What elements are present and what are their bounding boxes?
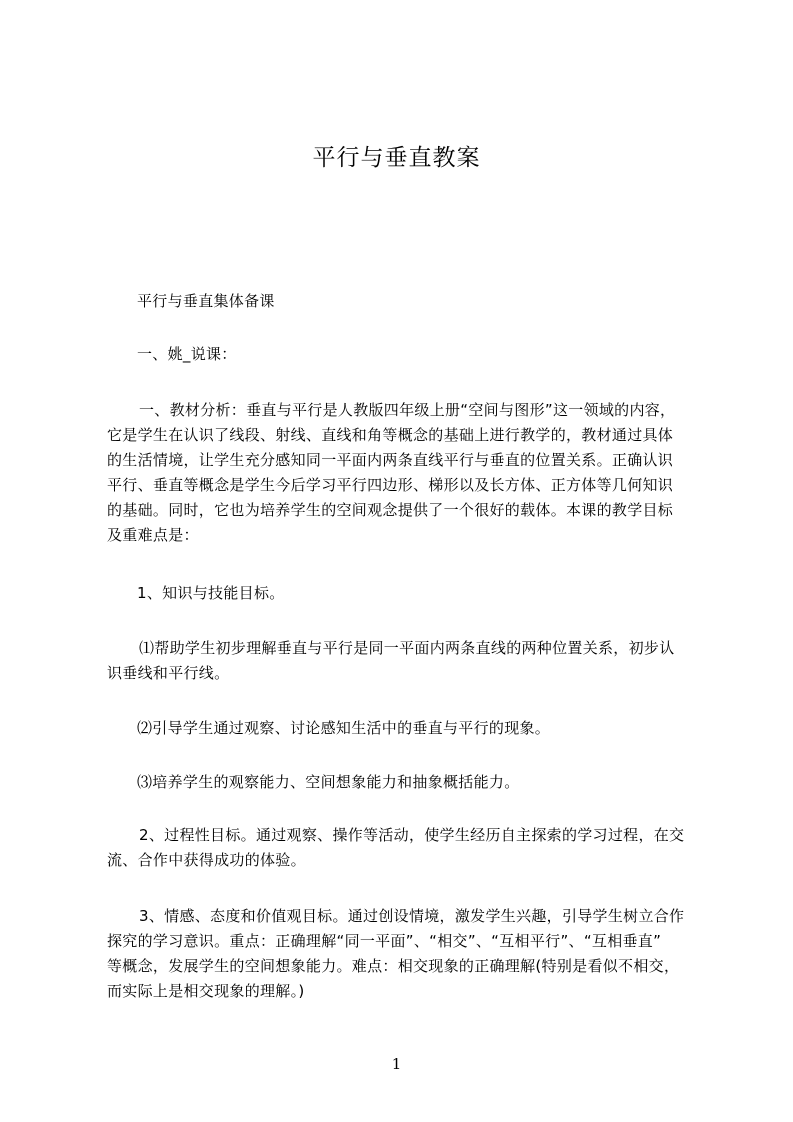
paragraph-goal-1: [107, 636, 675, 686]
text-line: ⑶培养学生的观察能力、空间想象能力和抽象概括能力。: [137, 773, 520, 791]
paragraph-goal-3: [137, 770, 520, 795]
page-title: 平行与垂直教案: [312, 145, 481, 171]
paragraph-emotion-goal: [107, 904, 684, 1004]
text-line: 识垂线和平行线。: [107, 664, 230, 682]
paragraph-process-goal: [107, 823, 684, 873]
text-line: 及重难点是：: [107, 526, 199, 544]
paragraph-goal-2: [137, 716, 550, 741]
text-line: 探究的学习意识。重点：正确理解“同一平面”、“相交”、“互相平行”、“互相垂直”: [107, 932, 662, 950]
text-line: 的生活情境，让学生充分感知同一平面内两条直线平行与垂直的位置关系。正确认识: [107, 451, 674, 469]
text-line: 的基础。同时，它也为培养学生的空间观念提供了一个很好的载体。本课的教学目标: [107, 501, 674, 519]
text-line: 而实际上是相交现象的理解。): [107, 982, 305, 1000]
text-line: 平行与垂直集体备课: [137, 292, 275, 310]
paragraph-knowledge-goal: [137, 581, 285, 606]
text-line: 一、姚_说课：: [137, 345, 237, 363]
paragraph-heading: [137, 289, 275, 314]
text-line: 平行、垂直等概念是学生今后学习平行四边形、梯形以及长方体、正方体等几何知识: [107, 476, 674, 494]
text-line: 流、合作中获得成功的体验。: [107, 851, 306, 869]
paragraph-textbook-analysis: [107, 398, 675, 548]
text-line: 1、知识与技能目标。: [137, 584, 285, 602]
text-line: ⑵引导学生通过观察、讨论感知生活中的垂直与平行的现象。: [137, 719, 551, 737]
page-number: 1: [391, 1055, 402, 1073]
text-line: 它是学生在认识了线段、射线、直线和角等概念的基础上进行教学的，教材通过具体: [107, 426, 674, 444]
text-line: 等概念，发展学生的空间想象能力。难点：相交现象的正确理解(特别是看似不相交，: [107, 957, 680, 975]
text-line: 2、过程性目标。通过观察、操作等活动，使学生经历自主探索的学习过程，在交: [139, 826, 685, 844]
paragraph-section-heading: [137, 342, 237, 367]
text-line: ⑴帮助学生初步理解垂直与平行是同一平面内两条直线的两种位置关系，初步认: [139, 639, 675, 657]
text-line: 一、教材分析：垂直与平行是人教版四年级上册“空间与图形”这一领域的内容，: [139, 401, 676, 419]
text-line: 3、情感、态度和价值观目标。通过创设情境，激发学生兴趣，引导学生树立合作: [139, 907, 685, 925]
